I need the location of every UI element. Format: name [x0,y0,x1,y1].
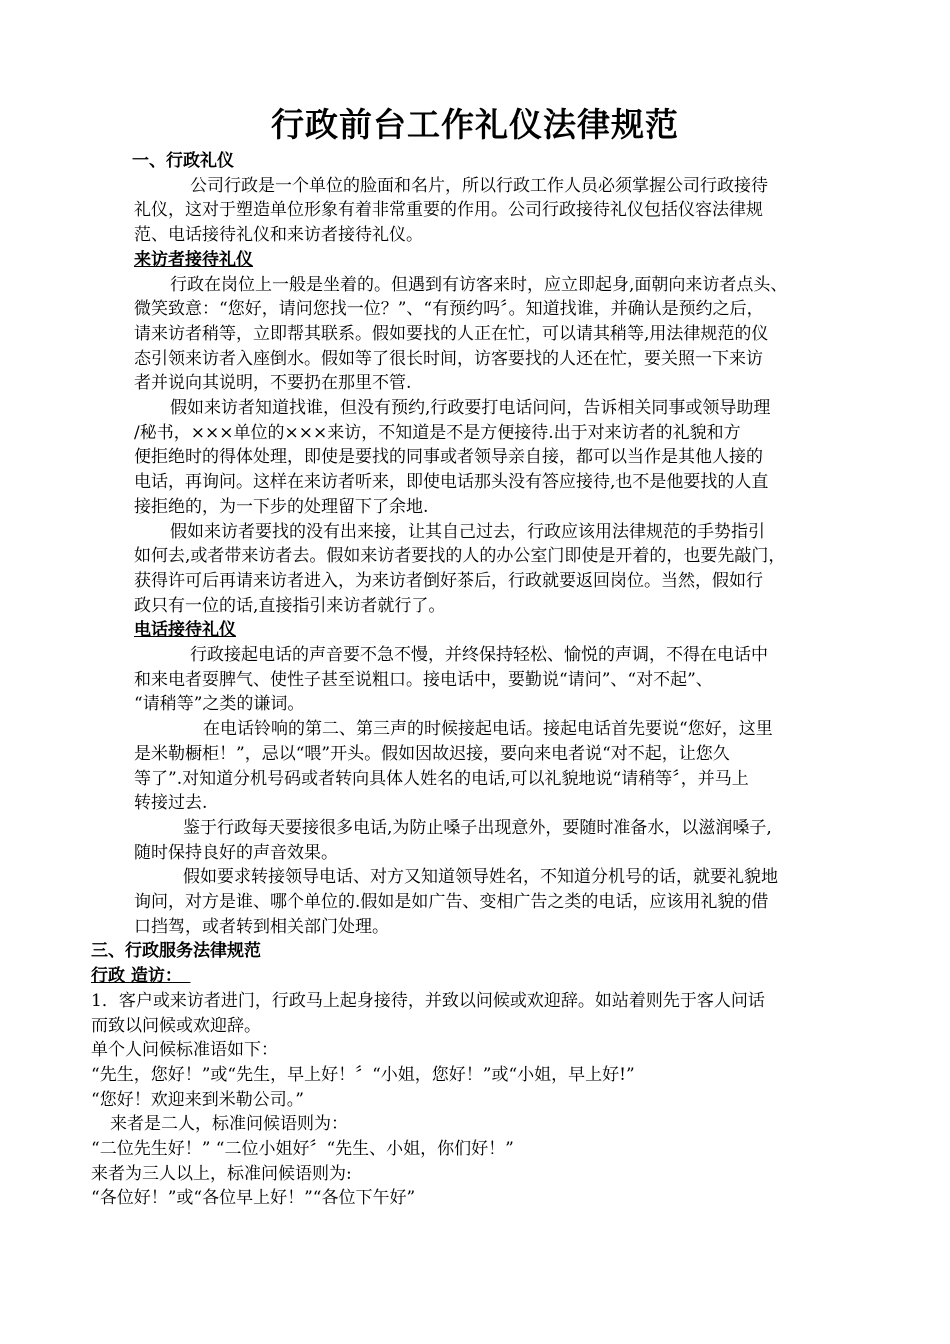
paragraph-line: 者并说向其说明，不要扔在那里不管. [134,373,412,394]
paragraph-line: 如何去,或者带来访者去。假如来访者要找的人的办公室门即使是开着的，也要先敲门， [134,546,786,567]
paragraph-line: 口挡驾，或者转到相关部门处理。 [134,916,389,937]
document-title: 行政前台工作礼仪法律规范 [271,105,679,144]
paragraph-line: “各位好！”或“各位早上好！”“各位下午好” [91,1188,416,1209]
paragraph-line: 而致以问候或欢迎辞。 [91,1015,261,1036]
paragraph-line: “先生，您好！”或“先生，早上好！〞“小姐，您好！”或“小姐，早上好!” [91,1064,635,1085]
paragraph-line: 公司行政是一个单位的脸面和名片，所以行政工作人员必须掌握公司行政接待 [190,175,768,196]
paragraph-line: 接拒绝的，为一下步的处理留下了余地. [134,496,429,517]
paragraph-line: 是米勒橱柜！”，忌以“喂”开头。假如因故迟接，要向来电者说“对不起，让您久 [134,743,730,764]
paragraph-line: 在电话铃响的第二、第三声的时候接起电话。接起电话首先要说“您好，这里 [203,719,773,740]
paragraph-line: 等了”.对知道分机号码或者转向具体人姓名的电话,可以礼貌地说“请稍等〞，并马上 [134,768,749,789]
section-heading: 一、行政礼仪 [132,151,234,171]
paragraph-line: 随时保持良好的声音效果。 [134,842,338,863]
paragraph-line: 询问，对方是谁、哪个单位的.假如是如广告、变相广告之类的电话，应该用礼貌的借 [134,892,769,912]
paragraph-line: 来者为三人以上，标准问候语则为: [91,1163,352,1184]
paragraph-line: 假如来访者知道找谁，但没有预约,行政要打电话问问，告诉相关同事或领导助理 [170,398,771,418]
paragraph-line: 假如要求转接领导电话、对方又知道领导姓名，不知道分机号的话，就要礼貌地 [183,867,778,888]
section-heading: 行政 造访： [91,966,191,987]
paragraph-line: 行政在岗位上一般是坐着的。但遇到有访客来时，应立即起身,面朝向来访者点头、 [170,274,788,295]
paragraph-line: 态引领来访者入座倒水。假如等了很长时间，访客要找的人还在忙，要关照一下来访 [134,348,763,369]
paragraph-line: “二位先生好！” “二位小姐好〞“先生、小姐，你们好！” [91,1139,514,1159]
paragraph-line: 单个人问候标准语如下： [91,1040,278,1061]
section-heading: 电话接待礼仪 [134,620,236,641]
paragraph-line: 政只有一位的话,直接指引来访者就行了。 [134,595,446,616]
paragraph-line: 转接过去. [134,793,208,814]
section-heading: 三、行政服务法律规范 [91,941,261,962]
paragraph-line: 便拒绝时的得体处理，即使是要找的同事或者领导亲自接，都可以当作是其他人接的 [134,447,763,468]
paragraph-line: 礼仪，这对于塑造单位形象有着非常重要的作用。公司行政接待礼仪包括仪容法律规 [134,200,763,221]
paragraph-line: 获得许可后再请来访者进入，为来访者倒好茶后，行政就要返回岗位。当然，假如行 [134,570,763,591]
paragraph-line: 来者是二人，标准问候语则为： [110,1114,348,1135]
paragraph-line: 范、电话接待礼仪和来访者接待礼仪。 [134,225,423,246]
paragraph-line: 和来电者耍脾气、使性子甚至说粗口。接电话中，要勤说“请问”、“对不起”、 [134,669,713,690]
paragraph-line: “您好！欢迎来到米勒公司。” [91,1089,304,1110]
paragraph-line: 请来访者稍等，立即帮其联系。假如要找的人正在忙，可以请其稍等,用法律规范的仪 [134,323,769,344]
paragraph-line: 行政接起电话的声音要不急不慢，并终保持轻松、愉悦的声调，不得在电话中 [190,645,768,665]
paragraph-line: 微笑致意：“您好，请问您找一位？”、“有预约吗〞。知道找谁，并确认是预约之后， [134,299,764,320]
paragraph-line: “请稍等”之类的谦词。 [134,694,305,715]
paragraph-line: 鉴于行政每天要接很多电话,为防止嗓子出现意外，要随时准备水，以滋润嗓子, [183,817,772,838]
section-heading: 来访者接待礼仪 [134,249,253,270]
paragraph-line: /秘书，×××单位的×××来访，不知道是不是方便接待.出于对来访者的礼貌和方 [134,422,741,443]
paragraph-line: 假如来访者要找的没有出来接，让其自己过去，行政应该用法律规范的手势指引 [170,521,765,542]
paragraph-line: 1．客户或来访者进门，行政马上起身接待，并致以问候或欢迎辞。如站着则先于客人问话 [91,990,765,1011]
paragraph-line: 电话，再询问。这样在来访者听来，即使电话那头没有答应接待,也不是他要找的人直 [134,472,769,493]
